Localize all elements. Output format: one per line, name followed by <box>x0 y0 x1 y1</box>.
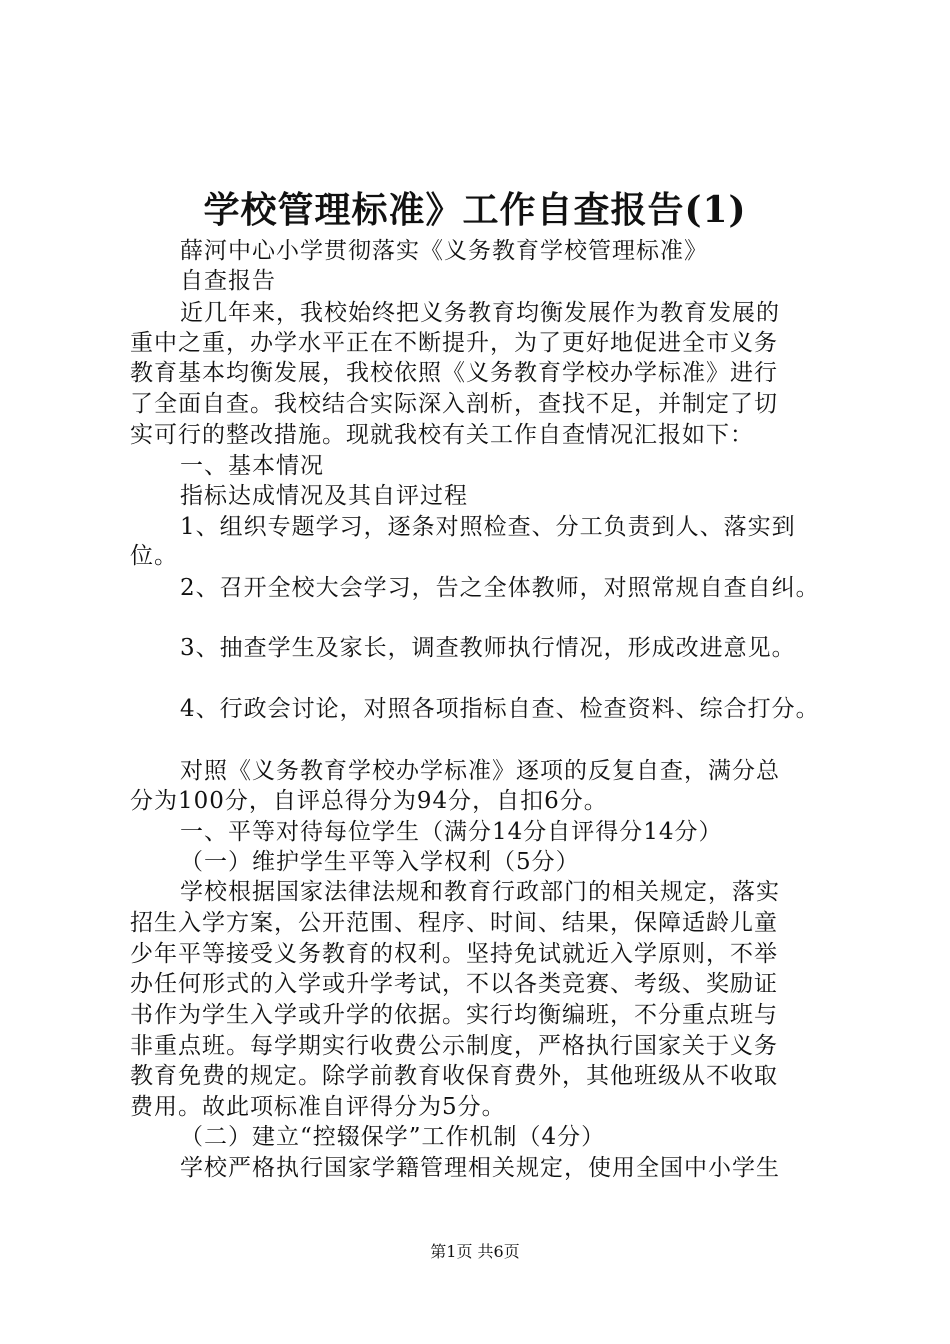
body-line: 招生入学方案，公开范围、程序、时间、结果，保障适龄儿童 <box>130 910 778 936</box>
body-line: 书作为学生入学或升学的依据。实行均衡编班，不分重点班与 <box>130 1002 778 1028</box>
list-item-4: 4、行政会讨论，对照各项指标自查、检查资料、综合打分。 <box>180 696 820 722</box>
body-line: 了全面自查。我校结合实际深入剖析，查找不足，并制定了切 <box>130 391 778 417</box>
body-line: 教育免费的规定。除学前教育收保育费外，其他班级从不收取 <box>130 1063 778 1089</box>
body-line: 近几年来，我校始终把义务教育均衡发展作为教育发展的 <box>180 300 780 326</box>
body-line: 实可行的整改措施。现就我校有关工作自查情况汇报如下： <box>130 422 754 448</box>
body-line: 重中之重，办学水平正在不断提升，为了更好地促进全市义务 <box>130 330 778 356</box>
subtitle-line-1: 薛河中心小学贯彻落实《义务教育学校管理标准》 <box>180 238 708 264</box>
subsection-heading: （一）维护学生平等入学权利（5分） <box>180 849 580 875</box>
section-heading: 一、基本情况 <box>180 453 324 479</box>
body-line: 分为100分，自评总得分为94分，自扣6分。 <box>130 788 608 814</box>
body-line: 非重点班。每学期实行收费公示制度，严格执行国家关于义务 <box>130 1033 778 1059</box>
body-line: 费用。故此项标准自评得分为5分。 <box>130 1094 506 1120</box>
body-line: 办任何形式的入学或升学考试，不以各类竞赛、考级、奖励证 <box>130 971 778 997</box>
body-line: 对照《义务教育学校办学标准》逐项的反复自查，满分总 <box>180 758 780 784</box>
body-line: 学校根据国家法律法规和教育行政部门的相关规定，落实 <box>180 879 780 905</box>
body-line: 教育基本均衡发展，我校依照《义务教育学校办学标准》进行 <box>130 360 778 386</box>
list-item-3: 3、抽查学生及家长，调查教师执行情况，形成改进意见。 <box>180 635 796 661</box>
document-title: 学校管理标准》工作自查报告(1) <box>203 189 747 231</box>
page-footer: 第1页 共6页 <box>430 1242 520 1261</box>
body-line: 学校严格执行国家学籍管理相关规定，使用全国中小学生 <box>180 1155 780 1181</box>
subsection-heading: （二）建立“控辍保学”工作机制（4分） <box>180 1124 606 1150</box>
list-item-2: 2、召开全校大会学习，告之全体教师，对照常规自查自纠。 <box>180 575 820 601</box>
subtitle-line-2: 自查报告 <box>180 268 276 294</box>
list-item-1-cont: 位。 <box>130 543 178 569</box>
subsection-heading: 指标达成情况及其自评过程 <box>180 483 468 509</box>
list-item-1: 1、组织专题学习，逐条对照检查、分工负责到人、落实到 <box>180 514 796 540</box>
section-heading: 一、平等对待每位学生（满分14分自评得分14分） <box>180 819 723 845</box>
body-line: 少年平等接受义务教育的权利。坚持免试就近入学原则，不举 <box>130 941 778 967</box>
